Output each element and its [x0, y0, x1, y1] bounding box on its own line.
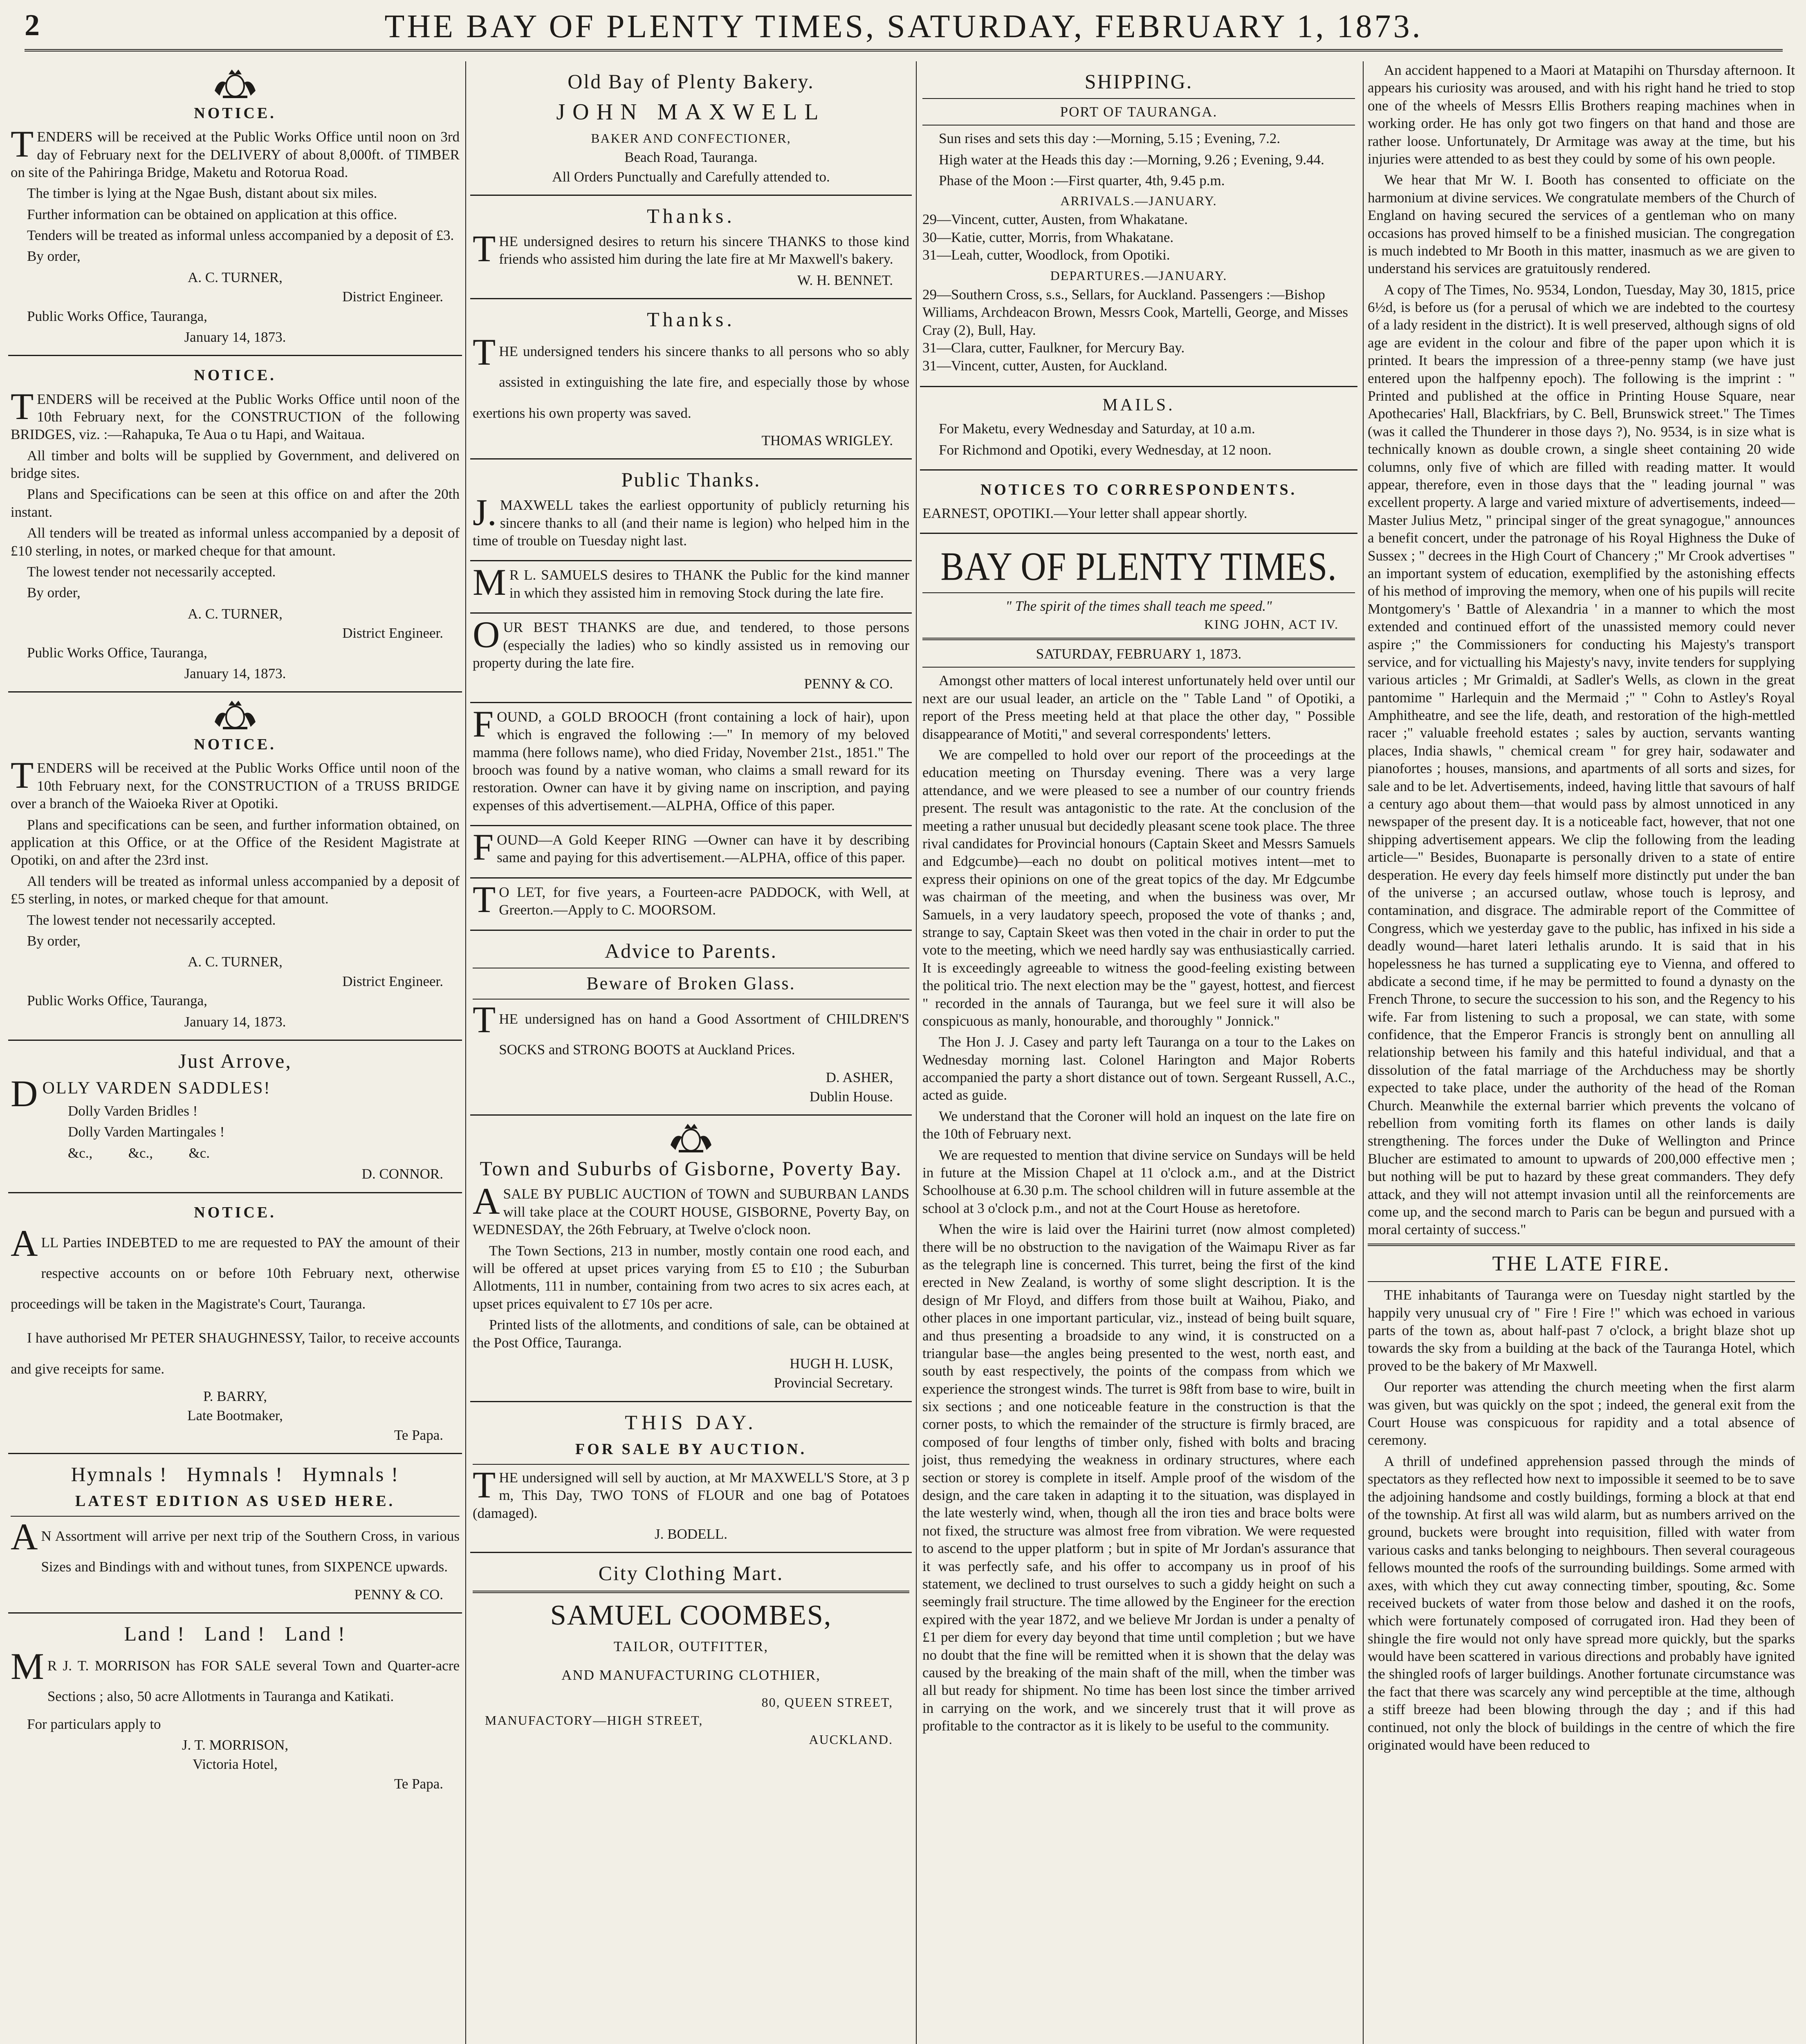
ad-body: THE undersigned has on hand a Good Assortment of CHILDREN'S SOCKS and STRONG BOOTS at Auckland Prices.	[473, 999, 909, 1058]
signer: A. C. TURNER,	[188, 605, 283, 622]
place-line: Victoria Hotel,	[193, 1756, 278, 1773]
divider	[922, 98, 1355, 99]
notice-body: TENDERS will be received at the Public Works Office until noon of the 10th February next, for the CONSTRUCTION of a TRUSS BRIDGE over a branch of the Waioeka River at Opotiki.	[11, 754, 460, 812]
divider	[1368, 1281, 1795, 1282]
newspaper-title: THE BAY OF PLENTY TIMES, SATURDAY, FEBRUARY 1, 1873.	[384, 9, 1423, 45]
ad-body: OUR BEST THANKS are due, and tendered, to those persons (especially the ladies) who so kindly assisted us in removing our property during the late fire.	[473, 614, 909, 671]
divider	[473, 1464, 909, 1465]
ad-body: THE undersigned desires to return his sincere THANKS to those kind friends who assisted him during the late fire at Mr Maxwell's bakery.	[473, 227, 909, 269]
article-paragraph: Our reporter was attending the church meeting when the first alarm was given, but was quickly on the spot ; indeed, the general exit from the Court House was conspicuous for rapidity and a total absence of ceremony.	[1368, 1379, 1795, 1448]
column-rule	[465, 61, 466, 2044]
news-items	[1368, 61, 1795, 1239]
notice-paragraph: The timber is lying at the Ngae Bush, distant about six miles.	[27, 185, 377, 202]
office-line: Public Works Office, Tauranga,	[27, 993, 207, 1009]
mail-schedule: For Richmond and Opotiki, every Wednesday, at 12 noon.	[939, 442, 1272, 458]
editorial-section	[920, 534, 1357, 1745]
signer: P. BARRY,	[203, 1388, 267, 1404]
masthead	[25, 4, 1783, 52]
best-thanks	[470, 614, 912, 703]
date-line: January 14, 1873.	[184, 665, 286, 681]
column-rule	[916, 61, 917, 2044]
paper-name: BAY OF PLENTY TIMES.	[940, 544, 1337, 589]
this-day-auction	[470, 1402, 912, 1553]
notice-paragraph: Further information can be obtained on application at this office.	[27, 206, 397, 222]
notice-paragraph: Tenders will be treated as informal unless accompanied by a deposit of £3.	[27, 227, 454, 244]
office-line: Public Works Office, Tauranga,	[27, 644, 207, 661]
signer-role: Provincial Secretary.	[774, 1375, 893, 1391]
notice-heading: NOTICE.	[194, 367, 276, 384]
ad-line: Dolly Varden Bridles !	[68, 1103, 198, 1119]
article-paragraph: THE inhabitants of Tauranga were on Tuesday night startled by the happily very unusual cry of " Fire ! Fire !" which was echoed in various parts of the town as, about half-past 7 o'clock, a bright blaze shot up towards the sky from a building at the back of the Tauranga Hotel, which proved to be the bakery of Mr Maxwell.	[1368, 1287, 1795, 1374]
editorial-paragraph: We are requested to mention that divine service on Sundays will be held in future at the Mission Chapel at 11 o'clock a.m., and at the District Schoolhouse at 6.30 p.m. The school children will in future assemble at the school at 3 o'clock p.m., and not at the Court House as heretofore.	[922, 1147, 1355, 1216]
notice-heading: NOTICE.	[194, 105, 276, 122]
signer: HUGH H. LUSK,	[790, 1355, 893, 1372]
notice-body: ALL Parties INDEBTED to me are requested to PAY the amount of their respective accounts on or before 10th February next, otherwise proceedings will be taken in the Magistrate's Court, Tauranga.	[11, 1222, 460, 1312]
article-paragraph: A thrill of undefined apprehension passed through the minds of spectators as they reflected how next to impossible it seemed to be to save the adjoining handsome and costly buildings, forming a block at that end of the township. At first all was wild alarm, but as numbers arrived on the ground, buckets were brought into requisition, filled with water from various casks and tanks belonging to neighbours. Then several courageous fellows mounted the roofs of the surrounding buildings. Some armed with axes, with which they cut away connecting timber, spouting, &c. Some received buckets of water from those below and dashed it on the roofs, which were fortunately composed of corrugated iron. Had they been of shingle the fire would not only have spread more quickly, but the sparks would have been scattered in various directions and probably have ignited the shingled roofs of larger buildings. Another fortunate circumstance was the fact that there was scarcely any wind perceptible at the time, although a stiff breeze had been blowing through the day ; and if this had continued, not only the block of buildings in the centre of which the fire originated would have been reduced to	[1368, 1453, 1795, 1753]
ad-trade: BAKER AND CONFECTIONER,	[591, 131, 791, 146]
by-order: By order,	[27, 933, 81, 949]
by-order: By order,	[27, 248, 81, 264]
section-heading: NOTICES TO CORRESPONDENTS.	[980, 481, 1297, 498]
royal-crest-icon	[666, 1121, 716, 1153]
advice-to-parents	[470, 931, 912, 1116]
column-4	[1368, 61, 1795, 2044]
notice-paragraph: All timber and bolts will be supplied by Government, and delivered on bridge sites.	[11, 447, 460, 482]
divider	[922, 592, 1355, 593]
ad-subheading: LATEST EDITION AS USED HERE.	[75, 1493, 395, 1510]
signer-role: District Engineer.	[342, 625, 443, 641]
moon-phase: Phase of the Moon :—First quarter, 4th, 9.45 p.m.	[939, 173, 1225, 189]
signer: J. BODELL.	[655, 1526, 727, 1542]
article-heading: THE LATE FIRE.	[1492, 1252, 1671, 1275]
ad-body: J.MAXWELL takes the earliest opportunity of publicly returning his sincere thanks to all (and their name is legion) who helped him in the time of trouble on Tuesday night last.	[473, 491, 909, 549]
ad-heading: THIS DAY.	[625, 1410, 757, 1434]
ad-body: THE undersigned tenders his sincere thanks to all persons who so ably assisted in extinguishing the late fire, and especially those by whose exertions his own property was saved.	[473, 331, 909, 421]
divider	[922, 638, 1355, 640]
notice-heading: NOTICE.	[194, 736, 276, 753]
signer: W. H. BENNET.	[797, 272, 893, 288]
found-brooch	[470, 703, 912, 826]
notice-body: TENDERS will be received at the Public Works Office until noon of the 10th February next, for the CONSTRUCTION of the following BRIDGES, viz. :—Rahapuka, Te Aua o tu Hapi, and Waitaua.	[11, 385, 460, 443]
shipping-section	[920, 61, 1357, 387]
signer: THOMAS WRIGLEY.	[761, 432, 893, 448]
column-rule	[1363, 61, 1364, 2044]
mails-section	[920, 387, 1357, 471]
to-let	[470, 879, 912, 931]
gisborne-sale	[470, 1116, 912, 1402]
place-line: Dublin House.	[809, 1089, 893, 1105]
signer-role: District Engineer.	[342, 973, 443, 989]
ad-heading: Public Thanks.	[621, 468, 761, 491]
high-water: High water at the Heads this day :—Morning, 9.26 ; Evening, 9.44.	[939, 151, 1324, 168]
list-item: 31—Clara, cutter, Faulkner, for Mercury Bay.	[922, 340, 1185, 356]
editorial-paragraph: The Hon J. J. Casey and party left Tauranga on a tour to the Lakes on Wednesday morning last. Colonel Harington and Major Roberts accompanied the party a short distance out of town. Sergeant Russell, A.C., acted as guide.	[922, 1034, 1355, 1103]
thanks-bennet	[470, 196, 912, 299]
section-heading: MAILS.	[1102, 396, 1175, 415]
correspondents-section	[920, 471, 1357, 534]
divider	[922, 125, 1355, 126]
column-2	[470, 61, 912, 2044]
notice-paragraph: All tenders will be treated as informal unless accompanied by a deposit of £5 sterling, in notes, or marked cheque for that amount.	[11, 873, 460, 907]
sun-times: Sun rises and sets this day :—Morning, 5.15 ; Evening, 7.2.	[939, 130, 1281, 147]
mail-schedule: For Maketu, every Wednesday and Saturday, at 10 a.m.	[939, 421, 1255, 437]
ad-heading: Thanks.	[647, 308, 735, 331]
ad-factory: MANUFACTORY—HIGH STREET,	[485, 1712, 703, 1728]
divider	[922, 667, 1355, 668]
departures-list	[922, 286, 1355, 374]
clothing-mart-ad	[470, 1553, 912, 1757]
ad-body: FOUND—A Gold Keeper RING —Owner can have it by describing same and paying for this advertisement.—ALPHA, office of this paper.	[473, 826, 909, 868]
ad-address: 80, QUEEN STREET,	[761, 1695, 893, 1710]
divider	[473, 999, 909, 1000]
ad-body: MR L. SAMUELS desires to THANK the Public for the kind manner in which they assisted him in removing Stock during the late fire.	[473, 561, 909, 603]
found-ring	[470, 826, 912, 879]
date-line: January 14, 1873.	[184, 1013, 286, 1030]
news-paragraph: We hear that Mr W. I. Booth has consented to officiate on the harmonium at divine services. We congratulate members of the Church of England on having secured the services of a gentleman who on many occasions has proved himself to be a finished musician. The congregation is much indebted to Mr Booth in this matter, inasmuch as we are given to understand his services are gratuitously rendered.	[1368, 172, 1795, 277]
list-item: 31—Leah, cutter, Woodlock, from Opotiki.	[922, 247, 1170, 263]
notice-paragraph: I have authorised Mr PETER SHAUGHNESSY, Tailor, to receive accounts and give receipts for same.	[11, 1330, 460, 1377]
ad-heading: Town and Suburbs of Gisborne, Poverty Bay.	[480, 1157, 902, 1180]
list-item: 29—Southern Cross, s.s., Sellars, for Auckland. Passengers :—Bishop Williams, Archdeacon Brown, Messrs Cook, Martelli, George, and Misses Cray (2), Bull, Hay.	[922, 287, 1348, 338]
ad-body: MR J. T. MORRISON has FOR SALE several Town and Quarter-acre Sections ; also, 50 acre Allotments in Tauranga and Katikati.	[11, 1645, 460, 1705]
ad-trade: AND MANUFACTURING CLOTHIER,	[561, 1667, 821, 1683]
ad-body: AN Assortment will arrive per next trip of the Southern Cross, in various Sizes and Bindings with and without tunes, from SIXPENCE upwards.	[11, 1516, 460, 1575]
royal-crest-icon	[211, 697, 260, 730]
arrivals-list	[922, 211, 1355, 264]
divider	[1368, 1244, 1795, 1246]
ad-subheading: FOR SALE BY AUCTION.	[575, 1440, 807, 1458]
paper-motto: " The spirit of the times shall teach me speed."	[1005, 598, 1272, 614]
ad-address: Beach Road, Tauranga.	[624, 149, 758, 166]
ad-trade: TAILOR, OUTFITTER,	[613, 1638, 769, 1655]
ad-body: TO LET, for five years, a Fourteen-acre PADDOCK, with Well, at Greerton.—Apply to C. MOORSOM.	[473, 878, 909, 920]
ad-line: Dolly Varden Martingales !	[68, 1124, 225, 1140]
editorial-paragraph: We understand that the Coroner will hold an inquest on the late fire on the 10th of February next.	[922, 1108, 1355, 1142]
column-3	[920, 61, 1357, 2044]
public-thanks	[470, 459, 912, 561]
signer: J. T. MORRISON,	[182, 1737, 289, 1753]
ad-line: DOLLY VARDEN SADDLES!	[11, 1072, 271, 1114]
signer-role: Late Bootmaker,	[187, 1407, 283, 1424]
editorial-paragraph: When the wire is laid over the Hairini turret (now almost completed) there will be no obstruction to the navigation of the Waimapu River as far as the telegraph line is concerned. This turret, being the first of the kind erected in New Zealand, is worthy of some slight description. It is the design of Mr Floyd, and differs from those built at Waihou, Piako, and other places in one important particular, viz., instead of being built square, and thus presenting a broadside to any wind, it is constructed on a triangular base—the angles being presented to the west, north east, and south by east respectively, the points of the compass from which we experience the strongest winds. The turret is 98ft from base to wire, built in six sections ; and one noticeable feature in the construction is that the corner posts, to which the remainder of the structure is firmly braced, are composed of four lengths of timber only, fished with bolts and bracing joist, thus remedying the weakness in ordinary structures, where each section or storey is complete in itself. Ample proof of the wisdom of the design, and the care taken in adapting it to the situation, was displayed in the late westerly wind, when, though all the iron ties and brace bolts were not fixed, the structure was almost free from vibration. We were requested to ascend to the upper platform ; but in spite of Mr Jordan's assurance that it was perfectly safe, and his offer to accompany us in proof of his statement, we declined to trust ourselves to such a giddy height on such a seemingly frail structure. The time allowed by the Engineer for the erection expired with the year 1872, and we believe Mr Jordan is under a penalty of £1 per diem for every day beyond that time until completion ; but we have no doubt that the fine will be remitted when it is shown that the delay was caused by the breaking of the main shaft of the mill, when the timber was all but ready for shipment. No time has been lost since the timber arrived in carrying on the work, and we sincerely trust that it will prove as profitable to the contractor as it is likely to be useful to the community.	[922, 1221, 1355, 1734]
thanks-wrigley	[470, 299, 912, 459]
bakery-ad	[470, 61, 912, 196]
column-1	[8, 61, 462, 2044]
ad-heading: Just Arrove,	[178, 1049, 292, 1072]
ad-name: JOHN MAXWELL	[556, 99, 826, 125]
ad-heading: City Clothing Mart.	[598, 1562, 784, 1585]
dateline: SATURDAY, FEBRUARY 1, 1873.	[1036, 646, 1242, 662]
notice-paragraph: The lowest tender not necessarily accepted.	[27, 912, 276, 928]
ad-paragraph: Printed lists of the allotments, and conditions of sale, can be obtained at the Post Office, Tauranga.	[473, 1317, 909, 1351]
late-fire-article	[1368, 1251, 1795, 1754]
list-item: 29—Vincent, cutter, Austen, from Whakatane.	[922, 211, 1188, 228]
signer: A. C. TURNER,	[188, 269, 283, 285]
editorial-paragraph: Amongst other matters of local interest unfortunately held over until our next are our usual leader, an article on the " Table Land " of Opotiki, a report of the Press meeting held at that place the other day, " Possible disappearance of Motiti," and several correspondents' letters.	[922, 672, 1355, 742]
samuels-thanks	[470, 561, 912, 614]
ad-subheading: Beware of Broken Glass.	[586, 973, 796, 993]
ad-body: FOUND, a GOLD BROOCH (front containing a lock of hair), upon which is engraved the following :—" In memory of my beloved mamma (here follows name), who died Friday, November 21st., 1851." The brooch was found by a native woman, who claims a small reward for its restoration. Owner can have it by giving name on inscription, and paying expenses of this advertisement.—ALPHA, Office of this paper.	[473, 703, 909, 814]
notice-truss-bridge	[8, 693, 462, 1041]
notice-heading: NOTICE.	[194, 1204, 276, 1221]
ad-heading: Hymnals ! Hymnals ! Hymnals !	[71, 1463, 399, 1486]
notice-bridges	[8, 356, 462, 693]
notice-timber-delivery	[8, 61, 462, 356]
notice-paragraph: Plans and specifications can be seen, and further information obtained, on application at this Office, or at the Office of the Resident Magistrate at Opotiki, on and after the 23rd inst.	[11, 816, 460, 868]
royal-crest-icon	[211, 66, 260, 99]
ad-line: &c., &c., &c.	[68, 1145, 210, 1161]
ad-city: AUCKLAND.	[809, 1732, 893, 1747]
list-item: 31—Vincent, cutter, Austen, for Auckland.	[922, 357, 1168, 374]
ad-body: THE undersigned will sell by auction, at Mr MAXWELL'S Store, at 3 p m, This Day, TWO TONS of FLOUR and one bag of Potatoes (damaged).	[473, 1464, 909, 1521]
departures-heading: DEPARTURES.—JANUARY.	[1050, 268, 1227, 283]
land-ad	[8, 1614, 462, 1802]
divider	[473, 1591, 909, 1593]
notice-paragraph: The lowest tender not necessarily accepted.	[27, 564, 276, 580]
notice-paragraph: All tenders will be treated as informal unless accompanied by a deposit of £10 sterling, in notes, or marked cheque for that amount.	[11, 525, 460, 559]
signer: D. ASHER,	[826, 1069, 893, 1085]
page-number: 2	[25, 9, 40, 42]
ad-heading: Thanks.	[647, 204, 735, 227]
ad-heading: Land ! Land ! Land !	[124, 1622, 346, 1645]
by-order: By order,	[27, 585, 81, 601]
news-paragraph: A copy of The Times, No. 9534, London, Tuesday, May 30, 1815, price 6½d, is before us (for a perusal of which we are indebted to the courtesy of a lady resident in the district). It is well preserved, although signs of old age are evident in the colour and fibre of the paper upon which it is printed. It bears the impression of a three-penny stamp (we have just entered upon the halfpenny epoch). The following is the imprint : " Printed and published at the office in Printing House Square, near Apothecaries' Hall, Blackfriars, by C. Bell, Brunswick street." The Times (was it called the Thunderer in those days ?), No. 9534, is in size what is technically known as double crown, a single sheet containing 20 wide columns, only five of which are filled with reading matter. It would appear, therefore, even in those days that the " leading journal " was excellent property. A large and varied mixture of advertisements, indeed—Master Julius Metz, " principal singer of the great synagogue," announces a benefit concert, under the patronage of his Royal Highness the Duke of Sussex ; " decrees in the High Court of Chancery ;" Mr Crook advertises " an important system of education, exemplified by the astonishing effects of his method of improving the memory, when one of his pupils will recite Montgomery's ' Battle of Alexandria ' in a manner to which the most extended and continued effort of the unassisted memory could never aspire ;" the Commissioners for conducting his Majesty's transport service, and for victualling his Majesty's navy, invite tenders for supplying various articles ; Mr Grimaldi, at Sadler's Wells, as clown in the great pantomime " Harlequin and the Mermaid ;" " Cohn to Astley's Royal Amphitheatre, and see the life, death, and restoration of the high-mettled racer ;" valuable freehold estates ; sales by auction, servants wanting places, India shawls, " chemical cream " for grey hair, sodawater and pianofortes ; houses, mansions, and apartments of all sorts and sizes, for sale and to be let. Advertisements, indeed, having little that savours of half a century ago about them—that would pass by almost unnoticed in any newspaper of the present day. It is a noticeable fact, however, that not one shipping advertisement appears. We clip the following from the leading article—" Besides, Buonaparte is personally driven to a state of entire desperation. He every day feels himself more distinctly put under the ban of the universe ; an accursed outlaw, whose touch is leprosy, and contamination, and disgrace. The admirable report of the Committee of Congress, which we yesterday gave to the public, has infixed in his side a deadly wound—haret lateri lethalis arundo. It is said that in his hopelessness he has turned a supplicating eye to Vienna, and offered to abdicate a second time, if he may be permitted to found a dynasty on the French Throne, to secure the succession to his son, and the Regency to his wife. Far from listening to such a proposal, we can state, with some confidence, that the Emperor Francis is strongly bent on annulling all relationship between his family and this hateful individual, and that a dissolution of the fatal marriage of the Archduchess may be shortly expected to take place, under the authority of the head of the Roman Church. Meanwhile the external barrier which prevents the volcano of rebellion from vomiting forth its flames on other lands is daily strengthening. The forces under the Duke of Wellington and Prince Blucher are estimated to amount to upwards of 200,000 effective men ; but nothing will be put to hazard by these great commanders. They defy attack, and they will not attempt invasion until all the reinforcements are come up, and the second march to Paris can be begun and pursued with a moral certainty of success."	[1368, 281, 1795, 1238]
place-line: Te Papa.	[394, 1427, 443, 1443]
list-item: 30—Katie, cutter, Morris, from Whakatane.	[922, 229, 1174, 245]
section-heading: SHIPPING.	[1084, 70, 1193, 93]
ad-heading: Old Bay of Plenty Bakery.	[568, 70, 814, 93]
office-line: Public Works Office, Tauranga,	[27, 308, 207, 324]
signer: PENNY & CO.	[354, 1586, 443, 1602]
signer: PENNY & CO.	[804, 676, 893, 692]
ad-body: ASALE BY PUBLIC AUCTION of TOWN and SUBURBAN LANDS will take place at the COURT HOUSE, GISBORNE, Poverty Bay, on WEDNESDAY, the 26th February, at Twelve o'clock noon.	[473, 1180, 909, 1238]
signer: D. CONNOR.	[361, 1166, 443, 1182]
ad-paragraph: The Town Sections, 213 in number, mostly contain one rood each, and will be offered at upset prices varying from £5 to £10 ; the Suburban Allotments, 111 in number, containing from two acres to six acres each, at upset prices equivalent to £7 10s per acre.	[473, 1242, 909, 1312]
signer: A. C. TURNER,	[188, 954, 283, 970]
ad-heading: Advice to Parents.	[605, 939, 777, 962]
arrivals-heading: ARRIVALS.—JANUARY.	[1060, 193, 1217, 208]
ad-name: SAMUEL COOMBES,	[550, 1600, 832, 1632]
notice-paragraph: Plans and Specifications can be seen at this office on and after the 20th instant.	[11, 486, 460, 520]
notice-indebted	[8, 1193, 462, 1455]
date-line: January 14, 1873.	[184, 329, 286, 345]
news-paragraph: An accident happened to a Maori at Matapihi on Thursday afternoon. It appears his curiosity was aroused, and with his right hand he tried to stop one of the wheels of Messrs Ellis Brothers reaping machines when in working order. He has only got two fingers on that hand and those are rather loose. Unfortunately, Dr Armitage was away at the time, but his injuries were attended to as best they could by some of his own people.	[1368, 62, 1795, 167]
saddles-ad	[8, 1041, 462, 1193]
correspondent-note: EARNEST, OPOTIKI.—Your letter shall appear shortly.	[922, 505, 1247, 521]
signer-role: District Engineer.	[342, 289, 443, 305]
place-line: Te Papa.	[394, 1775, 443, 1792]
divider	[11, 1516, 460, 1517]
notice-body: TENDERS will be received at the Public Works Office until noon on 3rd day of February next for the DELIVERY of about 8,000ft. of TIMBER on site of the Pahiringa Bridge, Maketu and Rotorua Road.	[11, 123, 460, 180]
hymnals-ad	[8, 1454, 462, 1614]
editorial-paragraph: We are compelled to hold over our report of the proceedings at the education meeting on Thursday evening. There was a very large attendance, and we were pleased to see a number of our country friends present. The result was antagonistic to the rate. At the conclusion of the meeting a rather unusual but decidedly pleasant scene took place. The three rival candidates for Provincial honours (Captain Skeet and Messrs Samuels and Edgcumbe)—each no doubt on political motives intent—met to express their opinions on one of the great topics of the day. Mr Edgcumbe was chairman of the meeting, and when the business was over, Mr Samuels, in a very laudatory speech, proposed the vote of thanks ; and, strange to say, Captain Skeet was then voted in the chair in order to put the vote to the meeting, which we need hardly say was enthusiastically carried. It is exceedingly agreeable to witness the good-feeling existing between the political trio. The next election may be the " gayest, hottest, and fiercest " recorded in the annals of Tauranga, but we feel sure it will also be conspicuous as manly, honourable, and thoroughly " Jonnick."	[922, 747, 1355, 1029]
ad-paragraph: For particulars apply to	[27, 1716, 161, 1732]
ad-body: All Orders Punctually and Carefully attended to.	[552, 168, 830, 185]
port-heading: PORT OF TAURANGA.	[1060, 104, 1218, 120]
motto-attribution: KING JOHN, ACT IV.	[1204, 617, 1339, 632]
